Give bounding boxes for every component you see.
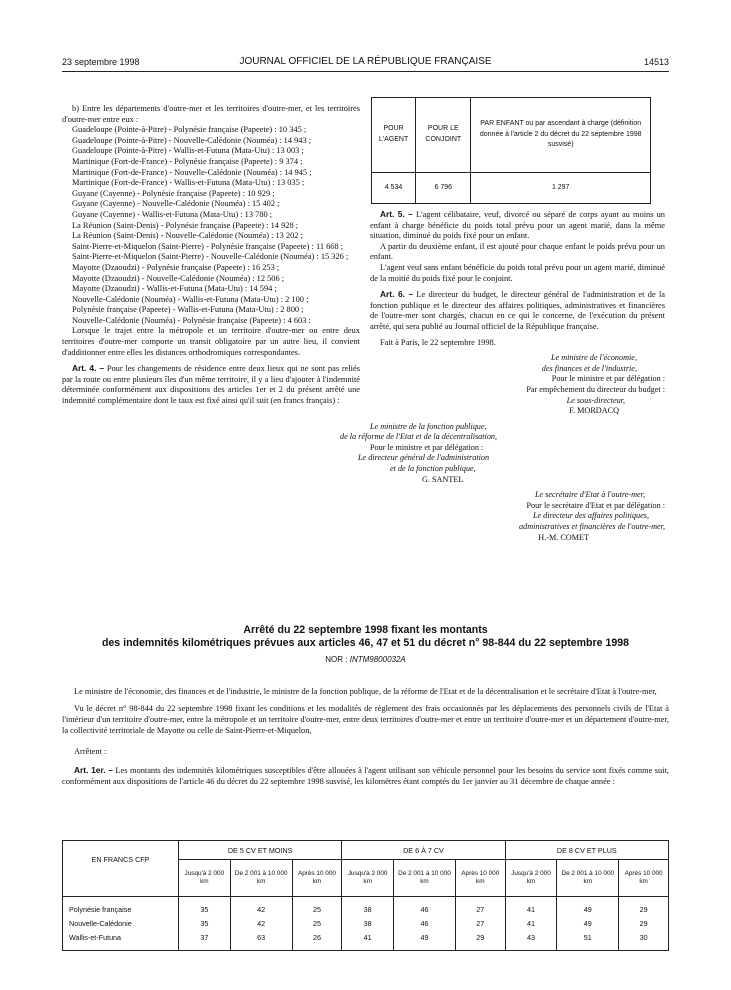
- sig3-line-4: H.-M. COMET: [538, 532, 589, 542]
- table-cell: 30: [619, 930, 669, 951]
- weight-header-child: PAR ENFANT ou par ascendant à charge (définition donnée à l'article 2 du décret du 22 septembre 1998 susvisé): [471, 98, 651, 173]
- row-label: Nouvelle-Calédonie: [63, 917, 179, 930]
- table-cell: 26: [292, 930, 342, 951]
- km-subheader: De 2 001 à 10 000 km: [394, 860, 456, 897]
- km-subheader: Jusqu'à 2 000 km: [505, 860, 557, 897]
- table-cell: 46: [394, 897, 456, 918]
- signature-civil-service: [340, 422, 665, 486]
- distance-entry: La Réunion (Saint-Denis) - Polynésie française (Papeete) : 14 928 ;: [72, 220, 299, 230]
- distance-entry: Nouvelle-Calédonie (Nouméa) - Wallis-et-Futuna (Mata-Utu) : 2 100 ;: [72, 294, 309, 304]
- km-table: [62, 840, 669, 951]
- km-subheader: Jusqu'à 2 000 km: [342, 860, 394, 897]
- article-1-label: Art. 1er. –: [74, 765, 113, 775]
- article-4: [62, 363, 360, 406]
- distance-entry: Guyane (Cayenne) - Nouvelle-Calédonie (Nouméa) : 15 402 ;: [72, 199, 280, 209]
- weight-header-agent: POUR L'AGENT: [372, 98, 416, 173]
- km-group-6-7cv: DE 6 À 7 CV: [342, 841, 505, 860]
- weight-value-agent: 4 534: [372, 173, 416, 204]
- sig3-line-1: Pour le secrétaire d'Etat et par délégation :: [526, 500, 665, 510]
- row-label: Polynésie française: [63, 897, 179, 918]
- left-column: [62, 104, 360, 407]
- sig2-line-4: et de la fonction publique,: [390, 464, 476, 474]
- decree-para-1: Le ministre de l'économie, des finances et de l'industrie, le ministre de la fonction publique, de la réforme de l'Etat et de la décentralisation et le secrétaire d'Etat à l'outre-mer,: [74, 687, 657, 696]
- sig2-line-0: Le ministre de la fonction publique,: [370, 421, 487, 431]
- table-cell: 25: [292, 897, 342, 918]
- km-subheader: Après 10 000 km: [619, 860, 669, 897]
- sig2-line-1: de la réforme de l'Etat et de la décentralisation,: [340, 432, 498, 442]
- article-1-text: Les montants des indemnités kilométriques susceptibles d'être allouées à l'agent utilisant son véhicule personnel pour les besoins du service sont fixés comme suit, conformément aux dispositions de l'article 46 du décret du 22 septembre 1998 susvisé, les kilomètres étant comptés du 1er janvier au 31 décembre de chaque année :: [62, 766, 669, 786]
- sig1-line-1: des finances et de l'industrie,: [541, 363, 637, 373]
- table-row: [63, 930, 669, 951]
- distance-entry: Mayotte (Dzaoudzi) - Polynésie française (Papeete) : 16 253 ;: [72, 262, 280, 272]
- sig3-line-0: Le secrétaire d'Etat à l'outre-mer,: [535, 490, 645, 500]
- signature-economy: [370, 353, 665, 417]
- distance-list: [62, 125, 360, 326]
- article-5-para-3: L'agent veuf sans enfant bénéficie du poids total prévu pour un agent marié, diminué de la moitié du poids fixé pour le conjoint.: [370, 262, 665, 283]
- article-6-label: Art. 6. –: [380, 289, 414, 300]
- distance-entry: Guadeloupe (Pointe-à-Pitre) - Polynésie française (Papeete) : 10 345 ;: [72, 125, 307, 135]
- weight-table: [371, 97, 651, 204]
- distance-entry: Guadeloupe (Pointe-à-Pitre) - Nouvelle-Calédonie (Nouméa) : 14 943 ;: [72, 135, 312, 145]
- decree-title-line-2: des indemnités kilométriques prévues aux articles 46, 47 et 51 du décret n° 98-844 du 22 septembre 1998: [101, 637, 630, 649]
- distance-entry: Saint-Pierre-et-Miquelon (Saint-Pierre) - Polynésie française (Papeete) : 11 668 ;: [72, 241, 344, 251]
- distance-entry: La Réunion (Saint-Denis) - Nouvelle-Calédonie (Nouméa) : 13 202 ;: [72, 231, 303, 241]
- table-cell: 63: [230, 930, 292, 951]
- table-cell: 38: [342, 917, 394, 930]
- table-cell: 35: [179, 897, 231, 918]
- table-cell: 38: [342, 897, 394, 918]
- header-journal: JOURNAL OFFICIEL DE LA RÉPUBLIQUE FRANÇAISE: [239, 56, 492, 67]
- table-cell: 46: [394, 917, 456, 930]
- nor-label: NOR :: [325, 655, 348, 664]
- table-cell: 49: [557, 917, 619, 930]
- article-1: [62, 765, 669, 787]
- table-cell: 41: [342, 930, 394, 951]
- km-subheader: Après 10 000 km: [292, 860, 342, 897]
- sig1-line-5: F. MORDACQ: [569, 406, 619, 416]
- table-cell: 51: [557, 930, 619, 951]
- table-cell: 49: [394, 930, 456, 951]
- distance-entry: Martinique (Fort-de-France) - Wallis-et-Futuna (Mata-Utu) : 13 035 ;: [72, 178, 305, 188]
- article-6-text: Le directeur du budget, le directeur général de l'administration et de la fonction publique et le directeur des affaires politiques, administratives et financières de l'outre-mer sont chargés, chacun en ce qui le concerne, de l'exécution du présent arrêté, qui sera publié au Journal officiel de la République française.: [370, 290, 665, 331]
- nor-reference: [62, 655, 669, 664]
- km-group-8cv: DE 8 CV ET PLUS: [505, 841, 668, 860]
- table-row: [63, 917, 669, 930]
- article-5: [370, 209, 665, 242]
- sig1-line-4: Le sous-directeur,: [566, 395, 625, 405]
- table-cell: 41: [505, 917, 557, 930]
- signature-overseas: [370, 490, 665, 543]
- table-cell: 25: [292, 917, 342, 930]
- km-subheader: De 2 001 à 10 000 km: [557, 860, 619, 897]
- weight-header-spouse: POUR LE CONJOINT: [416, 98, 471, 173]
- distance-entry: Polynésie française (Papeete) - Wallis-et-Futuna (Mata-Utu) : 2 800 ;: [72, 305, 304, 315]
- sig2-line-5: G. SANTEL: [422, 474, 464, 484]
- page-header: [62, 55, 669, 72]
- decree-arretent: Arrêtent :: [74, 747, 107, 756]
- sig1-line-3: Par empêchement du directeur du budget :: [526, 384, 665, 394]
- decree-para-2: Vu le décret n° 98-844 du 22 septembre 1998 fixant les conditions et les modalités de règlement des frais occasionnés par les déplacements des personnels civils de l'Etat à l'intérieur d'un territoire d'outre-mer, entre la métropole et un territoire d'outre-mer, entre deux territoires d'outre-mer et entre un territoire d'outre-mer et un département d'outre-mer, la collectivité territoriale de Mayotte ou celle de Saint-Pierre-et-Miquelon,: [62, 704, 669, 735]
- distance-entry: Guadeloupe (Pointe-à-Pitre) - Wallis-et-Futuna (Mata-Utu) : 13 003 ;: [72, 146, 304, 156]
- right-column: [340, 97, 665, 543]
- table-cell: 42: [230, 917, 292, 930]
- article-5-text: L'agent célibataire, veuf, divorcé ou séparé de corps ayant au moins un enfant à charge bénéficie du poids total prévu pour un agent marié, dans la même situation, diminué du poids fixé pour un enfant.: [370, 210, 665, 241]
- row-label: Wallis-et-Futuna: [63, 930, 179, 951]
- decree-title-line-1: Arrêté du 22 septembre 1998 fixant les montants: [243, 624, 488, 636]
- transit-paragraph: Lorsque le trajet entre la métropole et un territoire d'outre-mer ou entre deux territoires d'outre-mer comporte un transit obligatoire par un autre lieu, il convient d'additionner entre elles les distances orthodromiques correspondantes.: [62, 326, 360, 357]
- distances-intro: b) Entre les départements d'outre-mer et les territoires d'outre-mer, et les territoires d'outre-mer entre eux :: [62, 104, 360, 124]
- table-cell: 37: [179, 930, 231, 951]
- km-subheader: Jusqu'à 2 000 km: [179, 860, 231, 897]
- sig2-line-3: Le directeur général de l'administration: [358, 453, 490, 463]
- distance-entry: Mayotte (Dzaoudzi) - Wallis-et-Futuna (Mata-Utu) : 14 594 ;: [72, 284, 277, 294]
- table-cell: 35: [179, 917, 231, 930]
- sig1-line-0: Le ministre de l'économie,: [550, 353, 637, 363]
- table-cell: 27: [455, 897, 505, 918]
- sig3-line-2: Le directeur des affaires politiques,: [532, 511, 649, 521]
- km-table-body: [63, 897, 669, 951]
- table-cell: 29: [619, 917, 669, 930]
- decree-title: [62, 624, 669, 650]
- weight-value-spouse: 6 796: [416, 173, 471, 204]
- table-cell: 49: [557, 897, 619, 918]
- table-cell: 43: [505, 930, 557, 951]
- article-4-label: Art. 4. –: [72, 363, 105, 374]
- sig1-line-2: Pour le ministre et par délégation :: [551, 374, 665, 384]
- article-6: [370, 289, 665, 332]
- table-cell: 29: [619, 897, 669, 918]
- sig3-line-3: administratives et financières de l'outre-mer,: [519, 522, 665, 532]
- table-cell: 41: [505, 897, 557, 918]
- table-row: [63, 897, 669, 918]
- distance-entry: Martinique (Fort-de-France) - Polynésie française (Papeete) : 9 374 ;: [72, 156, 303, 166]
- weight-value-child: 1 297: [471, 173, 651, 204]
- distance-entry: Saint-Pierre-et-Miquelon (Saint-Pierre) - Nouvelle-Calédonie (Nouméa) : 15 326 ;: [72, 252, 349, 262]
- distance-entry: Martinique (Fort-de-France) - Nouvelle-Calédonie (Nouméa) : 14 945 ;: [72, 167, 312, 177]
- km-subheader: Après 10 000 km: [455, 860, 505, 897]
- article-4-text: Pour les changements de résidence entre deux lieux qui ne sont pas reliés par la route ou entre plusieurs îles d'un même territoire, il y a lieu d'ajouter à l'indemnité déterminée conformément aux dispositions des articles 1er et 2 du présent arrêté une indemnité complémentaire dont le taux est fixé ainsi qu'il suit (en francs français) :: [62, 364, 360, 406]
- table-cell: 29: [455, 930, 505, 951]
- article-5-label: Art. 5. –: [380, 209, 413, 219]
- distance-entry: Mayotte (Dzaoudzi) - Nouvelle-Calédonie (Nouméa) : 12 506 ;: [72, 273, 285, 283]
- km-subheader: De 2 001 à 10 000 km: [230, 860, 292, 897]
- sig2-line-2: Pour le ministre et par délégation :: [370, 442, 484, 452]
- nor-code: INTM9800032A: [349, 655, 406, 664]
- done-at-paris: Fait à Paris, le 22 septembre 1998.: [380, 337, 496, 347]
- distance-entry: Guyane (Cayenne) - Wallis-et-Futuna (Mata-Utu) : 13 780 ;: [72, 209, 273, 219]
- article-5-para-2: A partir du deuxième enfant, il est ajouté pour chaque enfant le poids prévu pour un enfant.: [370, 241, 665, 262]
- km-group-5cv: DE 5 CV ET MOINS: [179, 841, 342, 860]
- distance-entry: Nouvelle-Calédonie (Nouméa) - Polynésie française (Papeete) : 4 603 :: [72, 315, 311, 325]
- header-page-number: 14513: [643, 57, 669, 67]
- table-cell: 27: [455, 917, 505, 930]
- distance-entry: Guyane (Cayenne) - Polynésie française (Papeete) : 10 929 ;: [72, 188, 275, 198]
- header-date: 23 septembre 1998: [62, 57, 140, 67]
- table-cell: 42: [230, 897, 292, 918]
- km-table-corner: EN FRANCS CFP: [63, 841, 179, 897]
- decree-body: [62, 686, 669, 793]
